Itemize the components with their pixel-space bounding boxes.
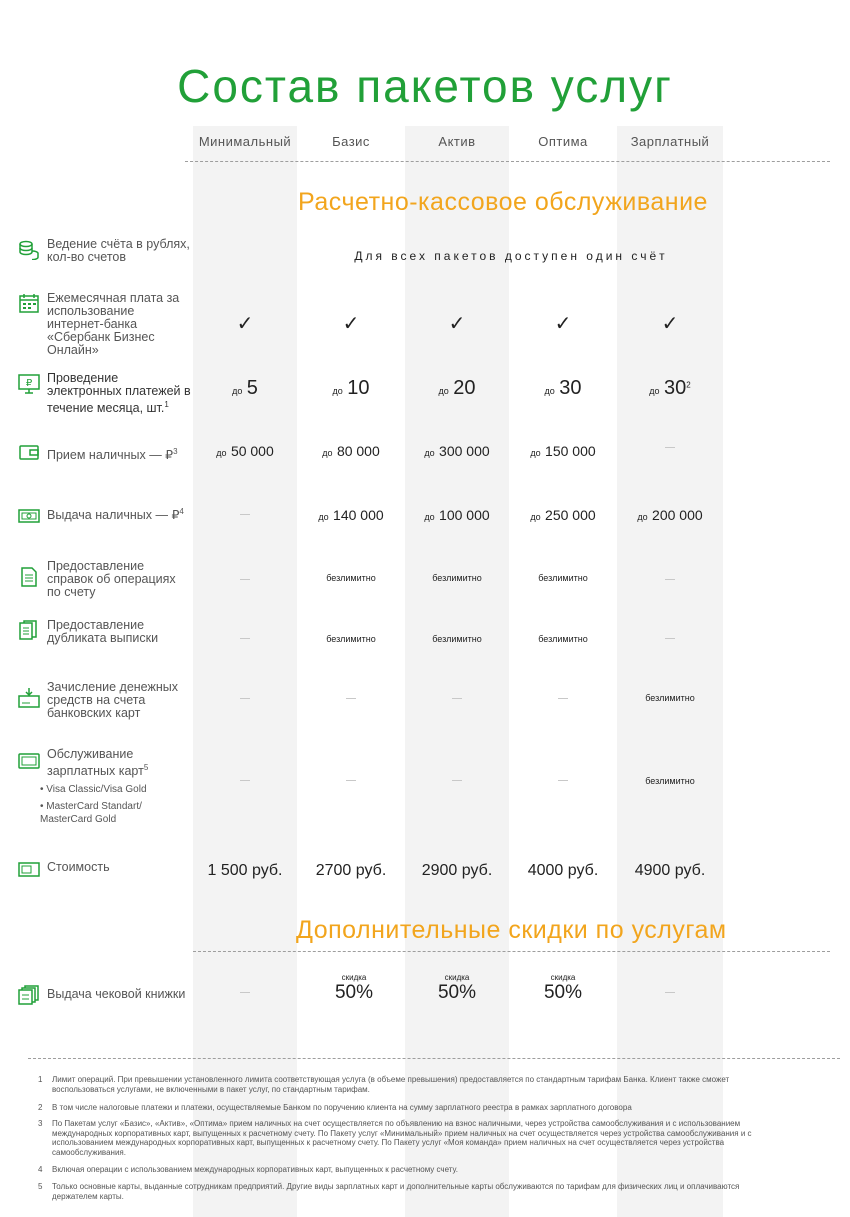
header-optima: Оптима — [538, 134, 588, 149]
statements-zarplatny-none — [665, 579, 675, 580]
checkbook-bazis: скидка 50% — [334, 973, 374, 1003]
footnote-1: 1 Лимит операций. При превышении установленного лимита соответствующая услуга (в объеме превышения) предоставляется по стандартным тарифам Банка. Клиент также сможет воспользоваться услугами, не включенными в пакет услуг, по стандартным тарифам. — [38, 1075, 730, 1094]
cash-in-aktiv: до 300 000 — [424, 443, 490, 459]
svg-text:₽: ₽ — [25, 378, 33, 389]
footnote-3: 3 По Пакетам услуг «Базис», «Актив», «Оптима» прием наличных на счет осуществляется по объявлению на взнос наличными, через устройства самообслуживания и с использованием международных корпоративных карт, выпущенных к расчетному счету. По Пакету услуг «Минимальный» прием наличных на счет осуществляется через устройства самообслуживания и с использованием международных корпоративных карт, выпущенных к расчетному счету. По Пакету услуг «Моя команда» прием наличных на счет осуществляется через устройства самообслуживания. — [38, 1119, 752, 1157]
footnote-4: 4 Включая операции с использованием международных корпоративных карт, выпущенных к расчетному счету. — [38, 1165, 458, 1174]
bank-card-icon — [18, 751, 40, 771]
duplicate-minimal-none — [240, 638, 250, 639]
section-title-rko: Расчетно-кассовое обслуживание — [298, 188, 708, 216]
salary-aktiv-none — [452, 780, 462, 781]
column-bg-zarplatny — [617, 126, 723, 1217]
header-bazis: Базис — [332, 134, 370, 149]
row-label-salary-cards: Обслуживание зарплатных карт$^5$ — [47, 747, 149, 779]
divider-footnotes — [28, 1058, 840, 1059]
payments-aktiv: до 20 — [438, 377, 476, 399]
row-label-monthly: Ежемесячная плата за использование интернет-банка «Сбербанк Бизнес Онлайн» — [47, 291, 180, 357]
payments-minimal: до 5 — [232, 377, 258, 399]
header-aktiv: Актив — [438, 134, 476, 149]
checkbook-zarplatny-none — [665, 992, 675, 993]
document-icon — [18, 567, 40, 587]
payments-zarplatny: до $30^2$ — [649, 377, 691, 399]
cash-out-minimal-none — [240, 514, 250, 515]
duplicate-optima: безлимитно — [538, 634, 588, 644]
column-bg-aktiv — [405, 126, 509, 1217]
payments-optima: до 30 — [544, 377, 582, 399]
cash-out-bazis: до 140 000 — [318, 507, 384, 523]
crediting-zarplatny: безлимитно — [645, 693, 695, 703]
section-title-discounts: Дополнительные скидки по услугам — [296, 916, 727, 944]
cash-out-aktiv: до 100 000 — [424, 507, 490, 523]
statements-optima: безлимитно — [538, 573, 588, 583]
cash-out-zarplatny: до 200 000 — [637, 507, 703, 523]
footnote-2: 2 В том числе налоговые платежи и платежи, осуществляемые Банком по поручению клиента на сумму зарплатного реестра в рамках зарплатного договора — [38, 1103, 632, 1112]
cash-in-minimal: до 50 000 — [216, 443, 274, 459]
documents-copy-icon — [18, 620, 40, 640]
duplicate-bazis: безлимитно — [326, 634, 376, 644]
crediting-aktiv-none — [452, 698, 462, 699]
checkbook-minimal-none — [240, 992, 250, 993]
cash-out-optima: до 250 000 — [530, 507, 596, 523]
cash-in-zarplatny-none — [665, 447, 675, 448]
cost-minimal: 1 500 руб. — [207, 862, 283, 879]
crediting-optima-none — [558, 698, 568, 699]
card-deposit-icon — [18, 688, 40, 708]
cash-in-optima: до 150 000 — [530, 443, 596, 459]
salary-cards-mastercard: • MasterCard Standart/ MasterCard Gold — [40, 801, 142, 825]
checkbook-optima: скидка 50% — [543, 973, 583, 1003]
row-label-cash-out: Выдача наличных — ₽$^4$ — [47, 507, 184, 523]
column-bg-minimal — [193, 126, 297, 1217]
monthly-optima-check: ✓ — [554, 313, 572, 335]
row-label-payments: Проведение электронных платежей в течение месяца, шт.$^1$ — [47, 371, 191, 416]
statements-aktiv: безлимитно — [432, 573, 482, 583]
page-title: Состав пакетов услуг — [177, 59, 673, 112]
statements-minimal-none — [240, 579, 250, 580]
row-label-checkbook: Выдача чековой книжки — [47, 987, 186, 1001]
monthly-zarplatny-check: ✓ — [661, 313, 679, 335]
row-label-duplicate: Предоставление дубликата выписки — [47, 618, 159, 645]
divider — [185, 161, 830, 162]
monthly-aktiv-check: ✓ — [448, 313, 466, 335]
salary-optima-none — [558, 780, 568, 781]
header-minimal: Минимальный — [198, 134, 292, 149]
row-label-cash-in: Прием наличных — ₽$^3$ — [47, 447, 178, 463]
coins-icon — [18, 240, 40, 260]
monthly-bazis-check: ✓ — [342, 313, 360, 335]
footnote-5: 5 Только основные карты, выданные сотрудникам предприятий. Другие виды зарплатных карт и дополнительные карты обслуживаются по тарифам для физических лиц и оплачиваются держателем карты. — [38, 1182, 740, 1201]
cost-aktiv: 2900 руб. — [421, 862, 493, 879]
monitor-ruble-icon — [18, 374, 40, 394]
crediting-minimal-none — [240, 698, 250, 699]
cost-optima: 4000 руб. — [527, 862, 599, 879]
duplicate-aktiv: безлимитно — [432, 634, 482, 644]
row-label-cost: Стоимость — [47, 860, 110, 874]
payments-bazis: до 10 — [332, 377, 370, 399]
salary-minimal-none — [240, 780, 250, 781]
banknotes-icon — [18, 859, 40, 879]
checkbook-aktiv: скидка 50% — [437, 973, 477, 1003]
salary-cards-visa: • Visa Classic/Visa Gold — [40, 784, 147, 795]
banknote-icon — [18, 506, 40, 526]
header-zarplatny: Зарплатный — [630, 134, 710, 149]
wallet-icon — [18, 442, 40, 462]
crediting-bazis-none — [346, 698, 356, 699]
cost-bazis: 2700 руб. — [315, 862, 387, 879]
calendar-icon — [18, 293, 40, 313]
checkbook-icon — [18, 985, 40, 1005]
monthly-minimal-check: ✓ — [236, 313, 254, 335]
row-label-accounts: Ведение счёта в рублях, кол-во счетов — [47, 237, 190, 264]
divider-discounts — [193, 951, 830, 952]
duplicate-zarplatny-none — [665, 638, 675, 639]
salary-zarplatny: безлимитно — [645, 776, 695, 786]
row-label-crediting: Зачисление денежных средств на счета банковских карт — [47, 680, 178, 720]
salary-bazis-none — [346, 780, 356, 781]
cost-zarplatny: 4900 руб. — [634, 862, 706, 879]
cash-in-bazis: до 80 000 — [322, 443, 380, 459]
statements-bazis: безлимитно — [326, 573, 376, 583]
row-label-statements: Предоставление справок об операциях по счету — [47, 559, 176, 599]
accounts-all-packages: Для всех пакетов доступен один счёт — [354, 249, 668, 263]
